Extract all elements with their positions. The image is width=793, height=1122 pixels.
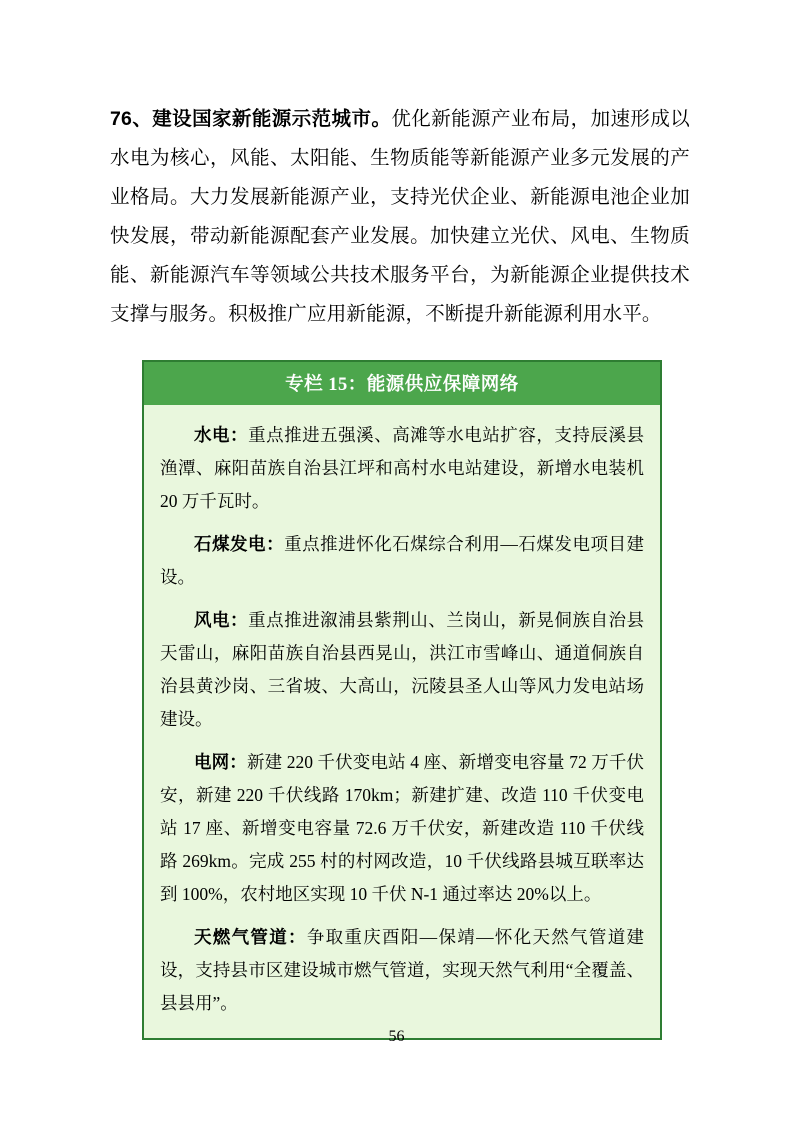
callout-box-body [144,405,660,1038]
list-item-text: 重点推进溆浦县紫荆山、兰岗山，新晃侗族自治县天雷山，麻阳苗族自治县西晃山，洪江市雪峰山、通道侗族自治县黄沙岗、三省坡、大高山，沅陵县圣人山等风力发电站场建设。 [160,610,644,729]
list-item-text: 新建 220 千伏变电站 4 座、新增变电容量 72 万千伏安，新建 220 千伏线路 170km；新建扩建、改造 110 千伏变电站 17 座、新增变电容量 72.6 万千伏安，新建改造 110 千伏线路 269km。完成 255 村的村网改造，10 千伏线路县城互联率达到 100%，农村地区实现 10 千伏 N-1 通过率达 20%以上。 [160,752,645,904]
callout-box [142,360,662,1040]
list-item [160,419,644,518]
list-item-term: 石煤发电： [194,534,285,554]
list-item [160,604,644,736]
paragraph-heading: 76、建设国家新能源示范城市。 [110,108,392,130]
list-item-text: 争取重庆酉阳—保靖—怀化天然气管道建设，支持县市区建设城市燃气管道，实现天然气利用“全覆盖、县县用”。 [160,927,645,1013]
list-item-text: 重点推进怀化石煤综合利用—石煤发电项目建设。 [160,534,645,587]
page-number: 56 [388,1028,405,1045]
list-item-term: 天燃气管道： [194,927,307,947]
list-item-term: 风电： [194,610,249,630]
list-item-text: 重点推进五强溪、高滩等水电站扩容，支持辰溪县渔潭、麻阳苗族自治县江坪和高村水电站建设，新增水电装机 20 万千瓦时。 [160,425,644,511]
paragraph-text: 优化新能源产业布局，加速形成以水电为核心，风能、太阳能、生物质能等新能源产业多元发展的产业格局。大力发展新能源产业，支持光伏企业、新能源电池企业加快发展，带动新能源配套产业发展。加快建立光伏、风电、生物质能、新能源汽车等领域公共技术服务平台，为新能源企业提供技术支撑与服务。积极推广应用新能源，不断提升新能源利用水平。 [110,109,690,325]
callout-box-title: 专栏 15：能源供应保障网络 [144,362,660,405]
list-item [160,746,644,911]
list-item [160,921,644,1020]
list-item [160,528,644,594]
list-item-term: 水电： [194,425,249,445]
list-item-term: 电网： [194,752,247,772]
body-paragraph [110,100,690,334]
page-content [110,100,690,1040]
